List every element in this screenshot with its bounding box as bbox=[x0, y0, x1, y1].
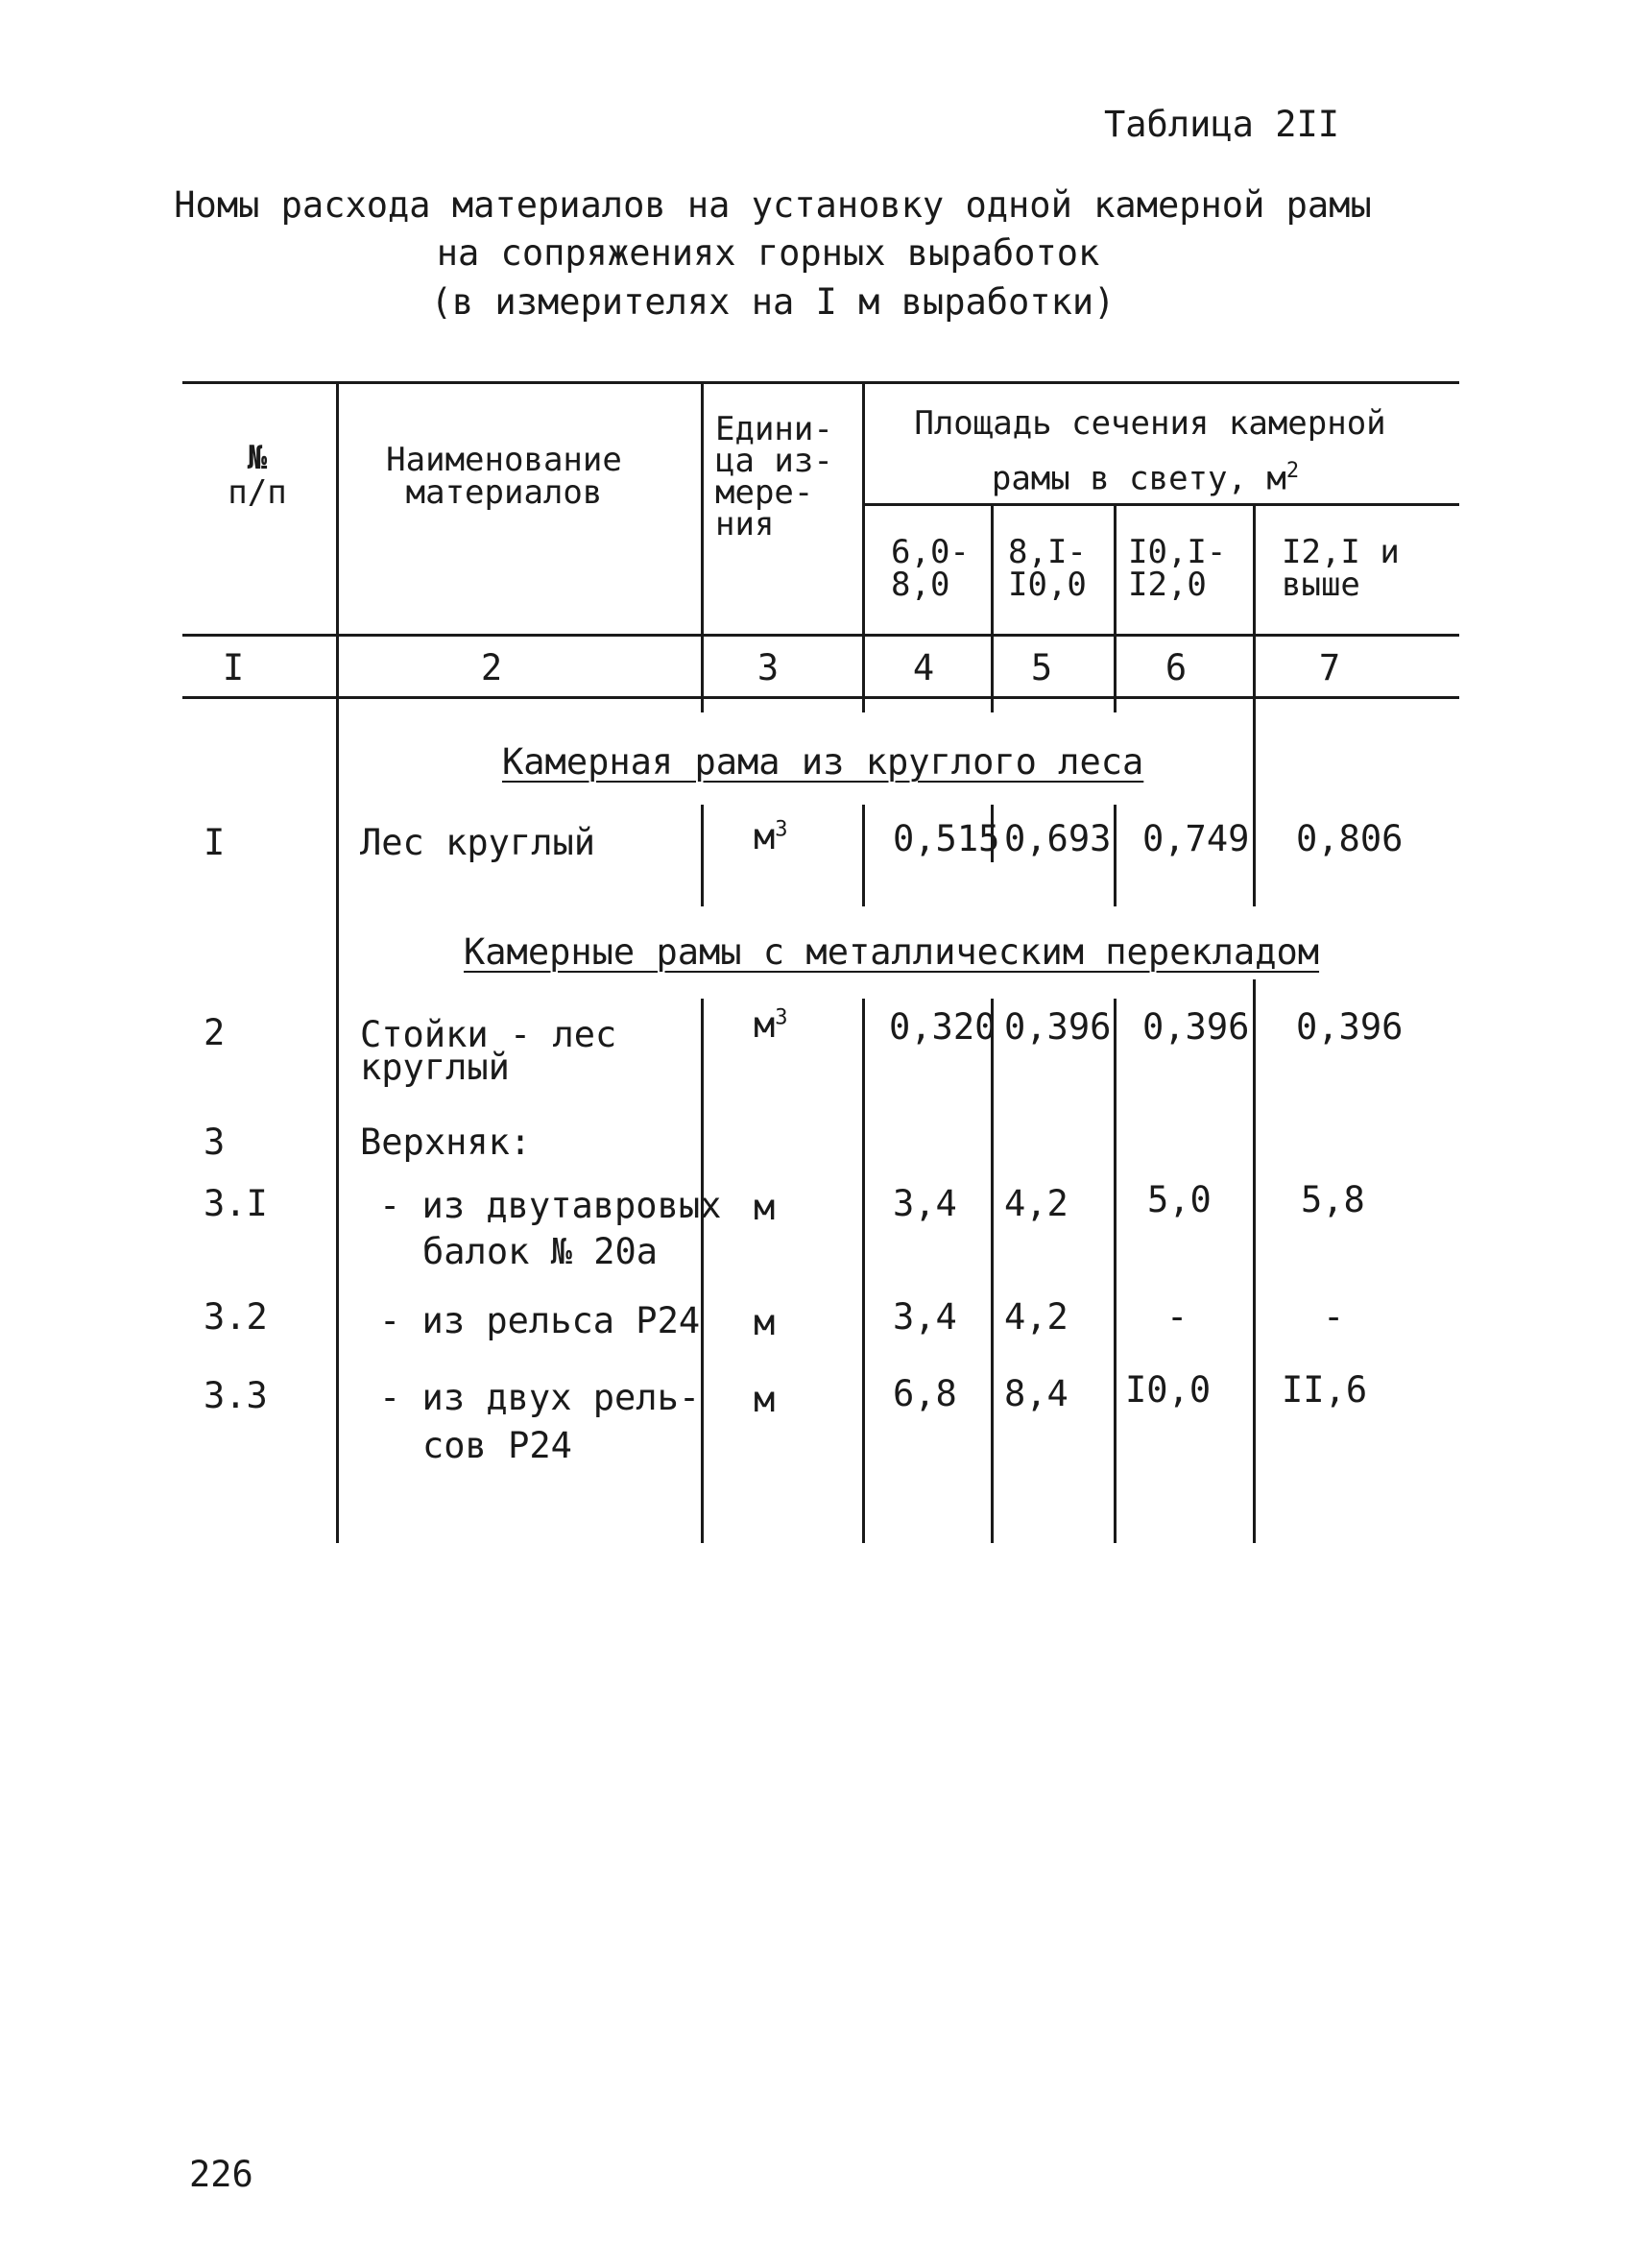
header-unit-line2: ца из- bbox=[715, 442, 833, 480]
col-divider-5-header bbox=[1114, 503, 1117, 712]
sec2-divider-6 bbox=[1253, 979, 1256, 1543]
row1-divider-3 bbox=[862, 805, 865, 906]
row-unit: м bbox=[754, 1187, 776, 1228]
col-divider-6 bbox=[1253, 503, 1256, 906]
header-name-line2: материалов bbox=[405, 473, 603, 512]
header-name-line1: Наименование bbox=[386, 441, 622, 479]
column-number: 7 bbox=[1318, 647, 1341, 688]
subheader-range-1-line1: 6,0- bbox=[891, 533, 970, 571]
subheader-range-2-line2: I0,0 bbox=[1008, 566, 1087, 604]
row-number: 3.3 bbox=[204, 1375, 268, 1416]
row-number: 3 bbox=[204, 1122, 226, 1163]
column-number: 6 bbox=[1165, 647, 1188, 688]
col-divider-1 bbox=[336, 381, 339, 1543]
subheader-range-3-line2: I2,0 bbox=[1128, 566, 1207, 604]
row-value: 0,396 bbox=[1142, 1006, 1250, 1048]
sec2-divider-3 bbox=[862, 999, 865, 1543]
subheader-range-1-line2: 8,0 bbox=[891, 566, 950, 604]
section-title-metal-crossbar: Камерные рамы с металлическим перекладом bbox=[464, 931, 1320, 973]
row-value: II,6 bbox=[1282, 1369, 1368, 1411]
title-line-1: Номы расхода материалов на установку одной камерной рамы bbox=[174, 184, 1372, 226]
row-value: - bbox=[1166, 1296, 1189, 1338]
column-number: 5 bbox=[1030, 647, 1053, 688]
row-material-name-cont: балок № 20а bbox=[422, 1231, 659, 1272]
header-num-label: п/п bbox=[228, 473, 287, 512]
row-unit-text: м bbox=[754, 1004, 776, 1046]
row-number: 3.2 bbox=[204, 1296, 268, 1338]
row-value: 0,320 bbox=[889, 1006, 997, 1048]
table-label: Таблица 2II bbox=[1104, 104, 1340, 145]
row-value: 6,8 bbox=[893, 1373, 957, 1414]
row-value: 0,396 bbox=[1004, 1006, 1112, 1048]
area-header-rule bbox=[862, 503, 1459, 506]
row-material-name: - из рельса Р24 bbox=[379, 1300, 701, 1341]
row-material-name-cont: круглый bbox=[360, 1047, 510, 1088]
row1-divider-2 bbox=[701, 805, 704, 906]
row-number: 3.I bbox=[204, 1183, 268, 1224]
row-value: 3,4 bbox=[893, 1296, 957, 1338]
column-number: I bbox=[222, 647, 245, 688]
row-unit bbox=[754, 816, 788, 857]
colnum-bottom-rule bbox=[182, 696, 1459, 699]
row1-divider-5 bbox=[1114, 805, 1117, 906]
row-material-name-cont: сов Р24 bbox=[422, 1425, 572, 1466]
row-value: 8,4 bbox=[1004, 1373, 1069, 1414]
row-material-name: - из двутавровых bbox=[379, 1185, 722, 1226]
header-area-unit-sup: 2 bbox=[1285, 459, 1300, 483]
row-value: 0,806 bbox=[1296, 818, 1404, 859]
row-material-name: Лес круглый bbox=[360, 822, 596, 863]
row-value: 0,515 bbox=[893, 818, 1000, 859]
column-number: 3 bbox=[756, 647, 780, 688]
row-unit-sup: 3 bbox=[775, 1005, 788, 1030]
row-value: 0,396 bbox=[1296, 1006, 1404, 1048]
row-unit-text: м bbox=[754, 816, 776, 857]
row-value: - bbox=[1323, 1296, 1345, 1338]
row-value: 5,8 bbox=[1301, 1179, 1365, 1220]
subheader-range-2-line1: 8,I- bbox=[1008, 533, 1087, 571]
page-number: 226 bbox=[189, 2154, 253, 2195]
title-line-3: (в измерителях на I м выработки) bbox=[430, 281, 1116, 323]
subheader-range-4-line1: I2,I и bbox=[1282, 533, 1400, 571]
sec2-divider-2 bbox=[701, 999, 704, 1543]
row-material-name: - из двух рель- bbox=[379, 1377, 701, 1418]
row-unit-sup: 3 bbox=[775, 817, 788, 842]
row-value: 5,0 bbox=[1147, 1179, 1212, 1220]
row-value: 4,2 bbox=[1004, 1183, 1069, 1224]
subheader-range-4-line2: выше bbox=[1282, 566, 1360, 604]
row-material-name: Верхняк: bbox=[360, 1122, 532, 1163]
row-unit: м bbox=[754, 1302, 776, 1343]
section-title-round-timber: Камерная рама из круглого леса bbox=[502, 741, 1144, 783]
header-area-line1: Площадь сечения камерной bbox=[914, 404, 1386, 443]
sec2-divider-4 bbox=[991, 999, 994, 1543]
col-divider-4-header bbox=[991, 503, 994, 712]
header-area-line2 bbox=[992, 453, 1299, 496]
sec2-divider-5 bbox=[1114, 999, 1117, 1543]
col-divider-2-header bbox=[701, 381, 704, 712]
column-number: 2 bbox=[480, 647, 503, 688]
row-value: 0,749 bbox=[1142, 818, 1250, 859]
header-unit-line1: Едини- bbox=[715, 410, 833, 448]
row-value: I0,0 bbox=[1125, 1369, 1212, 1411]
header-unit-line3: мере- bbox=[715, 473, 814, 512]
row-unit bbox=[754, 1004, 788, 1046]
row-number: 2 bbox=[204, 1012, 226, 1053]
col-divider-3-header bbox=[862, 381, 865, 712]
row-value: 4,2 bbox=[1004, 1296, 1069, 1338]
title-line-2: на сопряжениях горных выработок bbox=[436, 232, 1100, 274]
header-num-symbol: № bbox=[247, 439, 268, 477]
header-unit-line4: ния bbox=[715, 505, 775, 543]
row-number: I bbox=[204, 822, 226, 863]
table-top-rule bbox=[182, 381, 1459, 384]
header-area-text: рамы в свету, м bbox=[991, 459, 1286, 498]
row-value: 0,693 bbox=[1004, 818, 1112, 859]
row-value: 3,4 bbox=[893, 1183, 957, 1224]
header-bottom-rule bbox=[182, 634, 1459, 637]
row-material-name: Стойки - лес bbox=[360, 1014, 617, 1055]
row-unit: м bbox=[754, 1379, 776, 1420]
column-number: 4 bbox=[912, 647, 935, 688]
subheader-range-3-line1: I0,I- bbox=[1128, 533, 1227, 571]
